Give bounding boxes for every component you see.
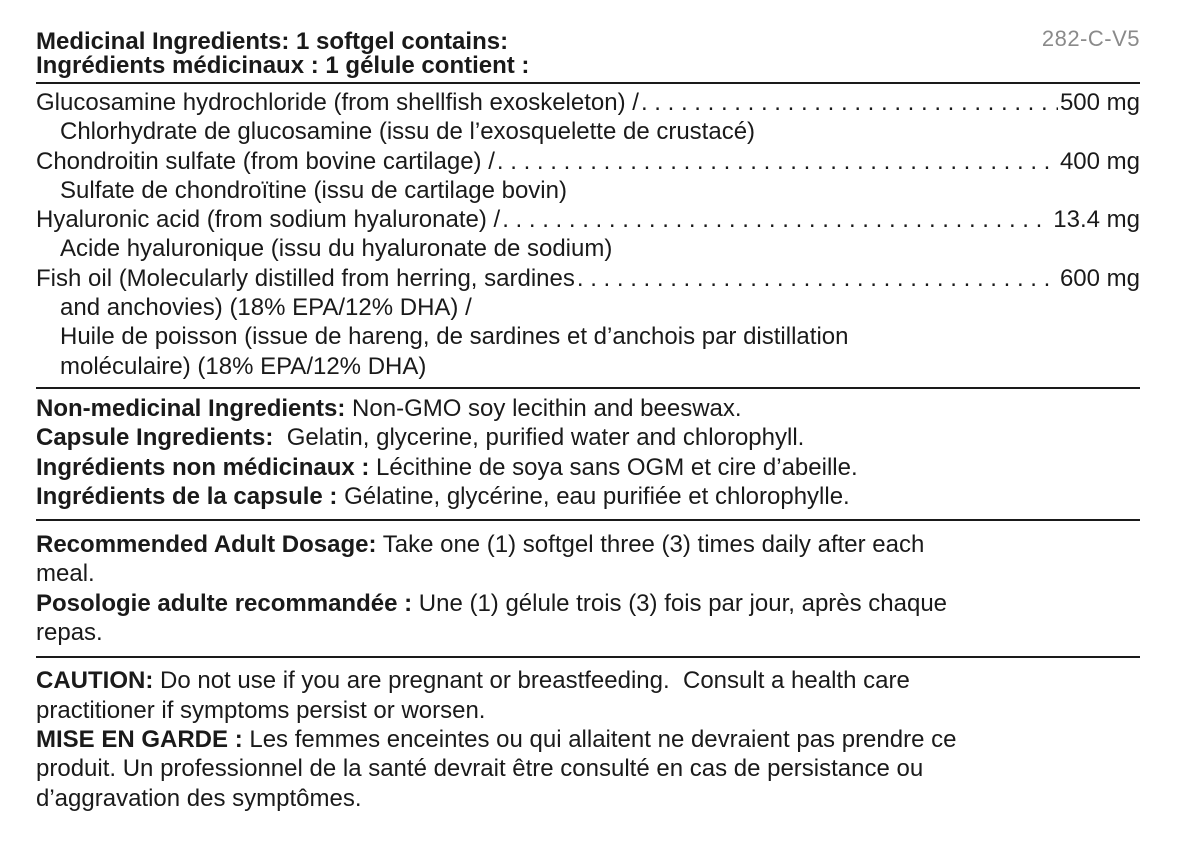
ingredient-translation: moléculaire) (18% EPA/12% DHA) xyxy=(60,352,427,380)
dot-leader xyxy=(497,147,1058,176)
caution-en-text: Do not use if you are pregnant or breastfeeding. Consult a health care xyxy=(153,667,910,695)
ingredient-translation: Acide hyaluronique (issu du hyaluronate de sodium) xyxy=(60,235,613,263)
nonmedicinal-en-text: Non-GMO soy lecithin and beeswax. xyxy=(345,394,742,422)
nonmedicinal-section xyxy=(36,389,1140,519)
caution-en-label: CAUTION: xyxy=(36,667,154,695)
dosage-en xyxy=(36,530,1140,559)
dosage-section xyxy=(36,521,1140,656)
caution-fr-text: Les femmes enceintes ou qui allaitent ne devraient pas prendre ce xyxy=(242,725,957,753)
ingredient-translation: Chlorhydrate de glucosamine (issu de l’exosquelette de crustacé) xyxy=(60,118,756,146)
caution-fr-continued: d’aggravation des symptômes. xyxy=(36,784,362,812)
nonmedicinal-en xyxy=(36,394,1140,423)
capsule-fr xyxy=(36,482,1140,511)
nonmedicinal-fr-text: Lécithine de soya sans OGM et cire d’abeille. xyxy=(369,453,858,481)
ingredient-amount: 13.4 mg xyxy=(1053,206,1140,234)
medicinal-heading-en: Medicinal Ingredients: 1 softgel contains: xyxy=(36,28,509,55)
ingredient-continuation: and anchovies) (18% EPA/12% DHA) / xyxy=(60,294,472,322)
dosage-fr-label: Posologie adulte recommandée : xyxy=(36,589,413,617)
ingredient-name: Chondroitin sulfate (from bovine cartilage) / xyxy=(36,147,495,175)
ingredient-row-glucosamine xyxy=(36,88,1140,117)
caution-section xyxy=(36,658,1140,812)
nonmedicinal-fr-label: Ingrédients non médicinaux : xyxy=(36,453,370,481)
ingredient-translation: Huile de poisson (issue de hareng, de sardines et d’anchois par distillation xyxy=(60,323,849,351)
medicinal-ingredient-list xyxy=(36,84,1140,387)
ingredient-amount: 600 mg xyxy=(1059,264,1140,292)
nonmedicinal-fr xyxy=(36,453,1140,482)
ingredient-amount: 400 mg xyxy=(1059,147,1140,175)
caution-en-continued: practitioner if symptoms persist or worsen. xyxy=(36,696,486,724)
capsule-en xyxy=(36,423,1140,452)
caution-fr-label: MISE EN GARDE : xyxy=(36,725,243,753)
dosage-en-continued: meal. xyxy=(36,560,95,588)
capsule-en-text: Gelatin, glycerine, purified water and chlorophyll. xyxy=(273,424,805,452)
caution-en xyxy=(36,666,1140,695)
dosage-fr xyxy=(36,589,1140,618)
dot-leader xyxy=(502,205,1051,234)
dosage-en-text: Take one (1) softgel three (3) times daily after each xyxy=(376,531,925,559)
ingredient-row-hyaluronic-acid xyxy=(36,205,1140,234)
dot-leader xyxy=(641,88,1058,117)
ingredient-row-chondroitin xyxy=(36,147,1140,176)
ingredient-row-fish-oil xyxy=(36,264,1140,293)
dosage-fr-text: Une (1) gélule trois (3) fois par jour, après chaque xyxy=(412,589,948,617)
ingredient-translation: Sulfate de chondroïtine (issu de cartilage bovin) xyxy=(60,176,567,204)
dot-leader xyxy=(577,264,1058,293)
caution-fr xyxy=(36,725,1140,754)
medicinal-heading-fr: Ingrédients médicinaux : 1 gélule contient : xyxy=(36,52,530,79)
dosage-fr-continued: repas. xyxy=(36,619,103,647)
caution-fr-continued: produit. Un professionnel de la santé devrait être consulté en cas de persistance ou xyxy=(36,755,924,783)
ingredient-name: Glucosamine hydrochloride (from shellfish exoskeleton) / xyxy=(36,89,639,116)
ingredient-name: Fish oil (Molecularly distilled from herring, sardines xyxy=(36,264,575,292)
capsule-fr-label: Ingrédients de la capsule : xyxy=(36,482,338,510)
dosage-en-label: Recommended Adult Dosage: xyxy=(36,531,377,559)
nonmedicinal-en-label: Non-medicinal Ingredients: xyxy=(36,394,346,422)
capsule-fr-text: Gélatine, glycérine, eau purifiée et chlorophylle. xyxy=(337,482,850,510)
label-panel xyxy=(36,28,1140,813)
label-code: 282-C-V5 xyxy=(1041,26,1140,51)
capsule-en-label: Capsule Ingredients: xyxy=(36,424,274,452)
ingredient-amount: 500 mg xyxy=(1059,89,1140,116)
ingredient-name: Hyaluronic acid (from sodium hyaluronate) / xyxy=(36,206,501,234)
